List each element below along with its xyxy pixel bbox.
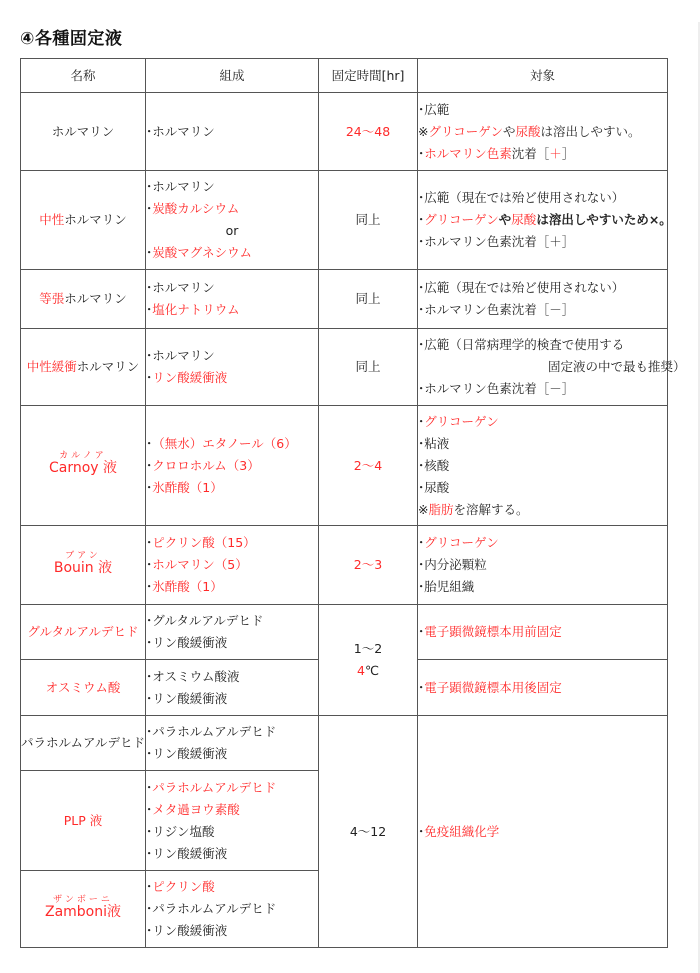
fixative-name (21, 716, 146, 771)
table-row (21, 716, 668, 771)
text-segment: 炭酸カルシウム (152, 201, 240, 216)
text-segment: 固定液の中で最も推奨） (548, 359, 686, 374)
fixative-name (21, 171, 146, 270)
target-line (418, 499, 667, 521)
table-row (21, 270, 668, 329)
text-segment: 等張 (39, 291, 65, 306)
target-cell (418, 171, 672, 270)
fixation-time-cell (319, 716, 418, 948)
text-segment: ･ (146, 201, 153, 216)
text-segment: は溶出しやすいため×。 (536, 212, 672, 227)
ruby-name (45, 896, 121, 919)
text-segment: ･リン酸緩衝液 (146, 923, 228, 938)
composition-line (146, 220, 318, 242)
text-segment: グリコーゲン (428, 123, 503, 139)
text-segment: 中性 (39, 212, 65, 227)
table-row (21, 171, 668, 270)
text-segment: ℃ (364, 663, 379, 678)
text-segment: 24〜48 (345, 123, 391, 139)
ruby-reading: ザンボーニ (53, 894, 113, 905)
text-segment: ･広範（現在では殆ど使用されない） (418, 190, 625, 205)
fixative-name (21, 605, 146, 660)
text-segment: ･ (146, 479, 153, 495)
composition-cell (146, 526, 319, 605)
text-segment: 2〜3 (353, 557, 383, 572)
text-segment: 1〜2 (353, 641, 383, 656)
text-segment: 尿酸 (511, 212, 537, 227)
target-line (418, 821, 667, 843)
header-target: 対象 (418, 59, 668, 93)
composition-cell (146, 716, 319, 771)
text-segment: ･リン酸緩衝液 (146, 690, 228, 706)
text-segment: オスミウム酸 (45, 679, 121, 695)
composition-line (146, 632, 318, 654)
composition-line (146, 532, 318, 554)
target-line (418, 532, 667, 554)
fixative-name (21, 406, 146, 526)
table-row (21, 526, 668, 605)
page-title: ④各種固定液 (20, 29, 123, 49)
text-segment: 脂肪 (428, 501, 454, 517)
text-segment: 2〜4 (353, 457, 383, 473)
composition-line (146, 477, 318, 499)
fixation-time-cell (319, 329, 418, 406)
target-cell (418, 716, 668, 948)
text-segment: ･ (418, 413, 425, 429)
text-segment: ホルマリン (64, 212, 127, 227)
composition-line (146, 345, 318, 367)
fixative-name (21, 526, 146, 605)
target-line (418, 356, 686, 378)
table-row (21, 329, 668, 406)
text-segment: ･ (418, 679, 425, 695)
text-segment: ･パラホルムアルデヒド (146, 724, 277, 739)
text-segment: ･リン酸緩衝液 (146, 746, 228, 761)
table-row (21, 605, 668, 660)
fixation-time-cell (319, 526, 418, 605)
composition-cell (146, 329, 319, 406)
text-segment: ･ホルマリン色素沈着［－］ (418, 381, 575, 396)
text-segment: ホルマリン (76, 359, 140, 374)
text-segment: や (498, 212, 512, 227)
target-line (418, 677, 667, 699)
time-line (319, 638, 417, 660)
text-segment: ･リン酸緩衝液 (146, 635, 228, 650)
text-segment: ］ (561, 145, 575, 161)
text-segment: ホルマリン (51, 123, 115, 139)
header-name: 名称 (21, 59, 146, 93)
target-line (418, 187, 667, 209)
fixative-name (21, 871, 146, 948)
composition-line (146, 455, 318, 477)
ruby-name (54, 552, 112, 575)
text-segment: ･ホルマリン (146, 280, 215, 295)
text-segment: ･胎児組織 (418, 579, 475, 594)
text-segment: ※ (418, 123, 429, 139)
text-segment: パラホルムアルデヒド (21, 735, 146, 750)
text-segment: ･ホルマリン色素沈着［＋］ (418, 234, 575, 249)
composition-cell (146, 871, 319, 948)
composition-line (146, 576, 318, 598)
fixation-time-cell (319, 406, 418, 526)
text-segment: ･パラホルムアルデヒド (146, 901, 277, 916)
composition-line (146, 242, 318, 264)
ruby-name (49, 452, 117, 475)
composition-line (146, 920, 318, 942)
text-segment: 同上 (355, 291, 381, 306)
text-segment: ･オスミウム酸液 (146, 668, 240, 684)
fixative-name (21, 270, 146, 329)
text-segment: 電子顕微鏡標本用後固定 (424, 679, 562, 695)
composition-line (146, 666, 318, 688)
text-segment: ･リン酸緩衝液 (146, 845, 228, 861)
text-segment: や (503, 123, 516, 139)
composition-line (146, 898, 318, 920)
target-line (418, 209, 672, 231)
composition-line (146, 198, 318, 220)
target-line (418, 411, 667, 433)
text-segment: ･グルタルアルデヒド (146, 613, 264, 628)
target-line (418, 621, 667, 643)
composition-line (146, 277, 318, 299)
text-segment: 同上 (355, 212, 381, 227)
composition-cell (146, 93, 319, 171)
table-body (21, 93, 686, 948)
text-segment: ･ (146, 457, 153, 473)
composition-line (146, 721, 318, 743)
target-line (418, 231, 667, 253)
table-row (21, 93, 668, 171)
text-segment: 4 (357, 663, 365, 678)
text-segment: （無水）エタノール（6） (152, 435, 297, 451)
text-segment: ※ (418, 501, 429, 517)
text-segment: ピクリン酸（15） (152, 535, 256, 550)
target-cell (418, 93, 668, 171)
text-segment: ･広範（現在では殆ど使用されない） (418, 280, 625, 295)
text-segment: ･ホルマリン (146, 348, 215, 363)
text-segment: ･広範（日常病理学的検査で使用する (418, 337, 625, 352)
text-segment: ･ (146, 801, 153, 817)
text-segment: 中性緩衝 (26, 359, 77, 374)
target-line (418, 121, 667, 143)
text-segment: グリコーゲン (424, 413, 499, 429)
composition-line (146, 121, 318, 143)
composition-line (146, 554, 318, 576)
text-segment: ･広範 (418, 101, 450, 117)
text-segment: ･ホルマリン (146, 123, 215, 139)
fixation-time-cell (319, 93, 418, 171)
target-cell (418, 526, 668, 605)
fixation-time-cell (319, 270, 418, 329)
text-segment: グリコーゲン (424, 535, 499, 550)
text-segment: ･ (146, 779, 153, 795)
target-line (418, 334, 667, 356)
text-segment: ･核酸 (418, 457, 450, 473)
ruby-reading: カルノア (59, 451, 107, 461)
target-cell (418, 660, 668, 716)
ruby-base: Carnoy 液 (48, 460, 118, 476)
target-line (418, 477, 667, 499)
header-composition: 組成 (146, 59, 319, 93)
text-segment: 氷酢酸（1） (152, 579, 223, 594)
composition-cell (146, 270, 319, 329)
composition-line (146, 843, 318, 865)
text-segment: ･粘液 (418, 435, 450, 451)
text-segment: ･ (146, 879, 153, 894)
target-cell (418, 605, 668, 660)
text-segment: ホルマリン色素 (424, 145, 512, 161)
fixative-table (20, 58, 686, 948)
text-segment: メタ過ヨウ素酸 (152, 801, 240, 817)
text-segment: 同上 (355, 359, 381, 374)
fixative-name (21, 329, 146, 406)
text-segment: ･リジン塩酸 (146, 823, 215, 839)
text-segment: 炭酸マグネシウム (152, 245, 253, 260)
text-segment: or (225, 223, 239, 238)
text-segment: 塩化ナトリウム (152, 302, 240, 317)
target-line (418, 433, 667, 455)
target-line (418, 378, 667, 400)
target-cell (418, 270, 668, 329)
text-segment: クロロホルム（3） (152, 457, 260, 473)
text-segment: グリコーゲン (424, 212, 499, 227)
text-segment: ホルマリン (64, 291, 127, 306)
composition-line (146, 433, 318, 455)
text-segment: ･ (146, 302, 153, 317)
target-line (418, 99, 667, 121)
text-segment: ホルマリン（5） (152, 557, 248, 572)
text-segment: ･ (146, 370, 153, 385)
text-segment: ･ (146, 557, 153, 572)
composition-cell (146, 660, 319, 716)
composition-line (146, 876, 318, 898)
composition-line (146, 743, 318, 765)
composition-cell (146, 406, 319, 526)
text-segment: 尿酸 (515, 123, 541, 139)
table-header-row (21, 59, 668, 93)
text-segment: ･ (146, 579, 153, 594)
composition-cell (146, 171, 319, 270)
composition-line (146, 688, 318, 710)
text-segment: 氷酢酸（1） (152, 479, 223, 495)
fixative-name (21, 771, 146, 871)
target-line (418, 143, 667, 165)
text-segment: 4〜12 (349, 823, 387, 839)
text-segment: パラホルムアルデヒド (152, 779, 277, 795)
target-line (418, 576, 667, 598)
text-segment: ･ホルマリン (146, 179, 215, 194)
text-segment: 免疫組織化学 (424, 823, 500, 839)
composition-line (146, 176, 318, 198)
composition-cell (146, 605, 319, 660)
target-cell (418, 406, 668, 526)
text-segment: を溶解する。 (453, 501, 529, 517)
target-line (418, 455, 667, 477)
target-line (418, 277, 667, 299)
fixation-time-cell (319, 605, 418, 716)
text-segment: ･ (418, 823, 425, 839)
text-segment: ･内分泌顆粒 (418, 557, 487, 572)
target-cell (418, 329, 686, 406)
composition-cell (146, 771, 319, 871)
composition-line (146, 367, 318, 389)
fixative-name (21, 93, 146, 171)
text-segment: 電子顕微鏡標本用前固定 (424, 624, 562, 639)
text-segment: ･ (146, 535, 153, 550)
text-segment: ･ (146, 435, 153, 451)
ruby-base: Zamboni液 (44, 903, 122, 920)
text-segment: ･ホルマリン色素沈着［－］ (418, 302, 575, 317)
time-line (319, 660, 417, 682)
composition-line (146, 799, 318, 821)
text-segment: 沈着［ (511, 145, 550, 161)
header-fixation-time: 固定時間[hr] (319, 59, 418, 93)
text-segment: ･ (418, 624, 425, 639)
target-line (418, 554, 667, 576)
text-segment: ･尿酸 (418, 479, 450, 495)
composition-line (146, 299, 318, 321)
text-segment: ･ (146, 245, 153, 260)
target-line (418, 299, 667, 321)
ruby-base: Bouin 液 (53, 559, 113, 576)
composition-line (146, 610, 318, 632)
text-segment: PLP 液 (63, 812, 103, 828)
composition-line (146, 777, 318, 799)
text-segment: ･ (418, 212, 425, 227)
text-segment: ･ (418, 535, 425, 550)
text-segment: ･ (418, 145, 425, 161)
table-row (21, 406, 668, 526)
text-segment: ＋ (549, 145, 562, 161)
composition-line (146, 821, 318, 843)
text-segment: は溶出しやすい。 (540, 123, 641, 139)
text-segment: リン酸緩衝液 (152, 370, 228, 385)
ruby-reading: ブアン (65, 550, 101, 561)
text-segment: ピクリン酸 (152, 879, 215, 894)
fixation-time-cell (319, 171, 418, 270)
fixative-name (21, 660, 146, 716)
text-segment: グルタルアルデヒド (27, 624, 139, 639)
